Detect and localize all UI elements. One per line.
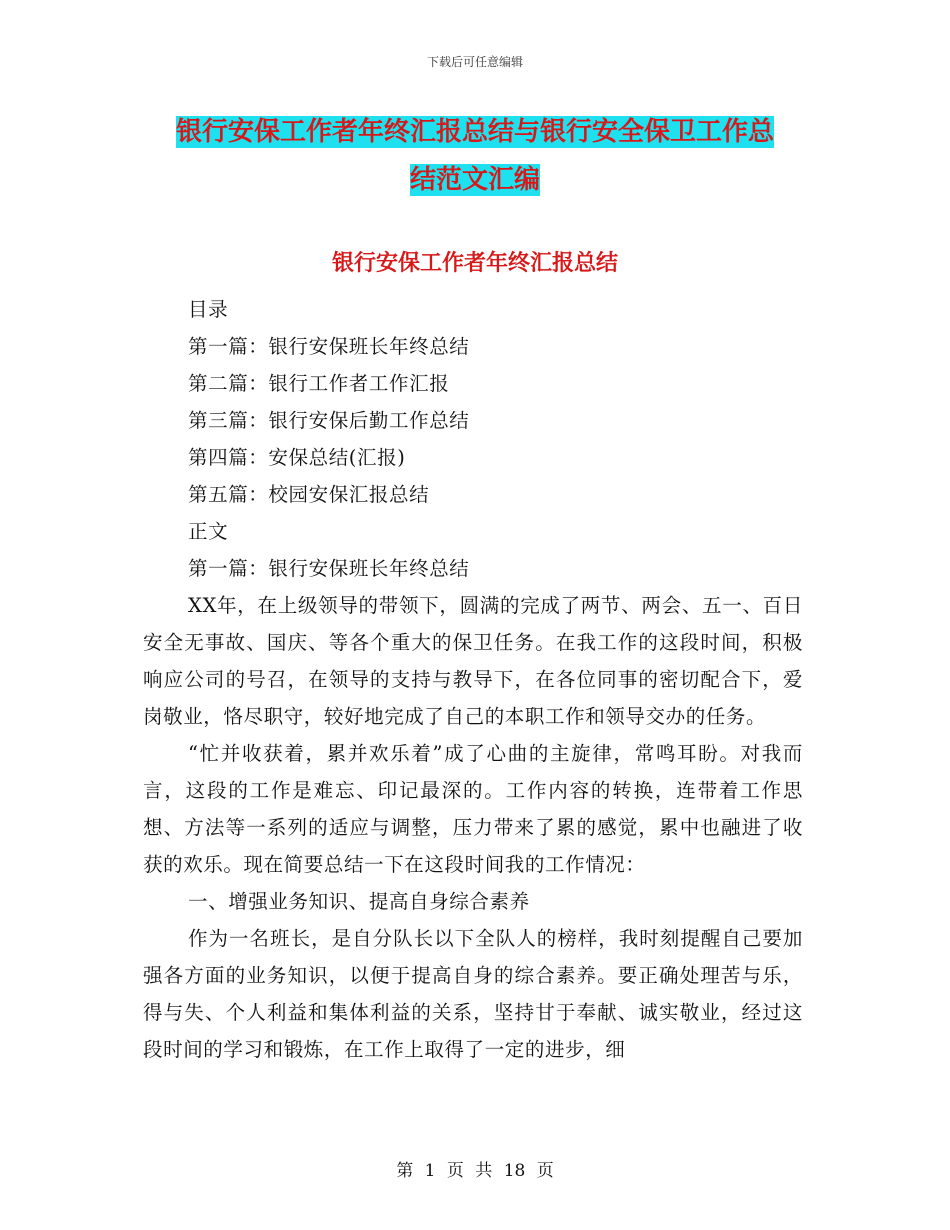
document-main-title: [140, 108, 810, 204]
toc-item: 第二篇：银行工作者工作汇报: [188, 372, 450, 395]
toc-item: 第五篇：校园安保汇报总结: [188, 483, 430, 506]
document-body: [143, 291, 803, 1068]
header-note: 下载后可任意编辑: [426, 55, 523, 69]
body-label: 正文: [188, 520, 229, 543]
toc-item: 第四篇：安保总结(汇报): [188, 446, 406, 469]
page-number: 第 1 页 共 18 页: [396, 1161, 554, 1181]
main-title-line-2: 结范文汇编: [409, 165, 540, 195]
paragraph: “忙并收获着，累并欢乐着”成了心曲的主旋律，常鸣耳盼。对我而言，这段的工作是难忘、印记最深的。工作内容的转换，连带着工作思想、方法等一系列的适应与调整，压力带来了累的感觉，累中也融进了收获的欢乐。现在简要总结一下在这段时间我的工作情况：: [143, 742, 803, 876]
toc-item: 第三篇：银行安保后勤工作总结: [188, 409, 470, 432]
document-sub-title: 银行安保工作者年终汇报总结: [331, 251, 618, 276]
toc-item: 第一篇：银行安保班长年终总结: [188, 335, 470, 358]
section-heading: 一、增强业务知识、提高自身综合素养: [188, 890, 530, 913]
toc-label: 目录: [188, 298, 229, 321]
paragraph: XX年，在上级领导的带领下，圆满的完成了两节、两会、五一、百日安全无事故、国庆、等各个重大的保卫任务。在我工作的这段时间，积极响应公司的号召，在领导的支持与教导下，在各位同事的密切配合下，爱岗敬业，恪尽职守，较好地完成了自己的本职工作和领导交办的任务。: [143, 594, 803, 728]
section-title: 第一篇：银行安保班长年终总结: [188, 557, 470, 580]
main-title-line-1: 银行安保工作者年终汇报总结与银行安全保卫工作总: [175, 117, 774, 147]
paragraph: 作为一名班长，是自分队长以下全队人的榜样，我时刻提醒自己要加强各方面的业务知识，以便于提高自身的综合素养。要正确处理苦与乐，得与失、个人利益和集体利益的关系，坚持甘于奉献、诚实敬业，经过这段时间的学习和锻炼，在工作上取得了一定的进步，细: [143, 927, 803, 1061]
